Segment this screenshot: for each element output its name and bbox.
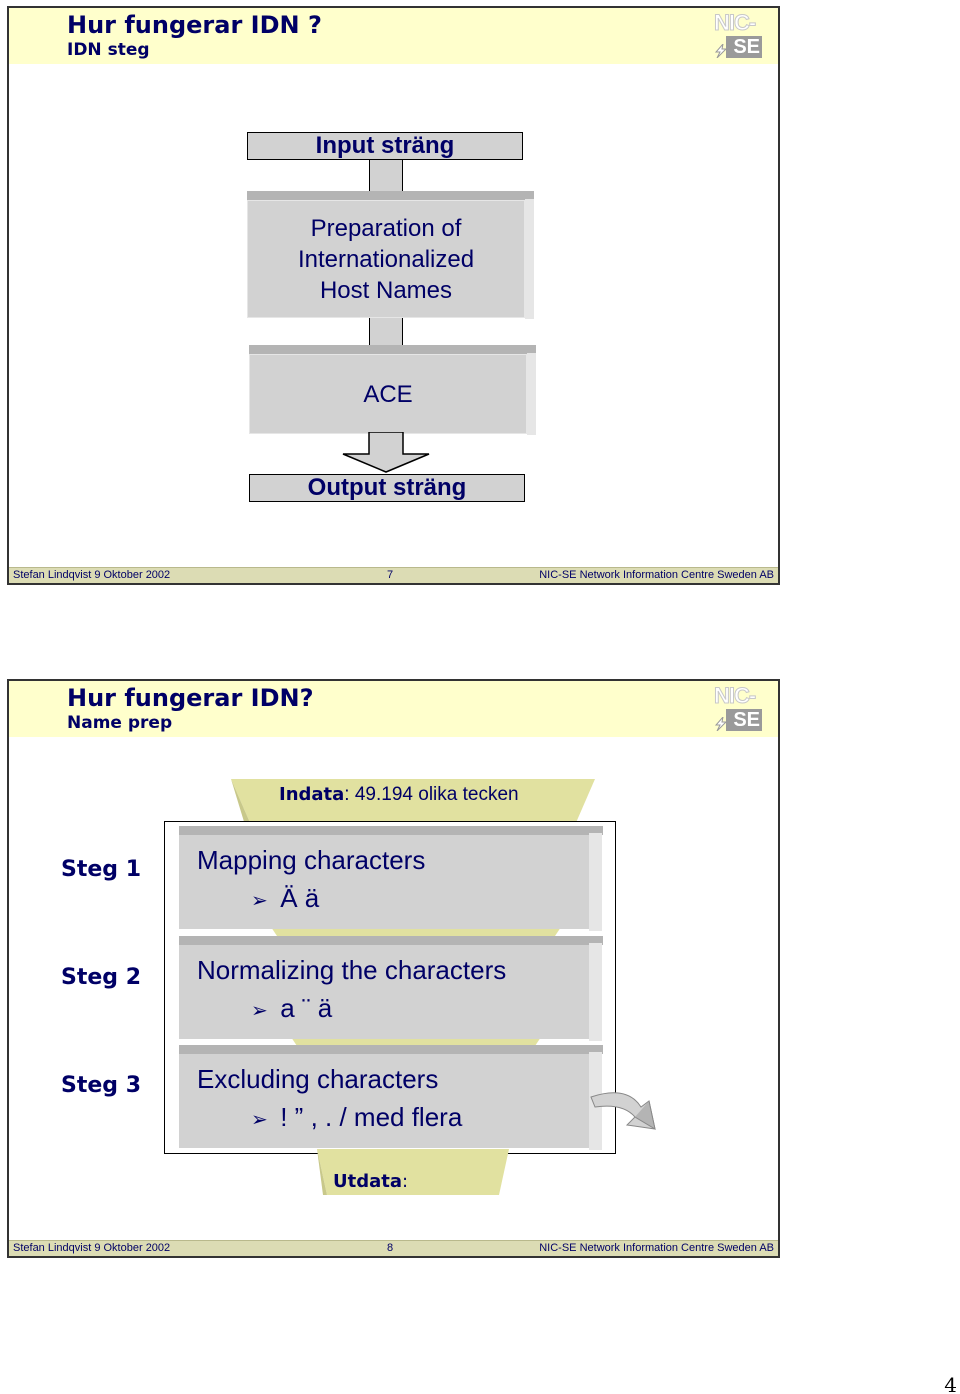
bevel xyxy=(247,191,534,200)
bevel xyxy=(179,826,603,835)
step-label-3: Steg 3 xyxy=(61,1073,141,1098)
slide-subtitle: IDN steg xyxy=(67,40,150,60)
footer-author-date: Stefan Lindqvist 9 Oktober 2002 xyxy=(13,569,171,581)
slide-footer xyxy=(9,1240,778,1256)
preparation-box xyxy=(247,200,525,318)
indata-value: : 49.194 olika tecken xyxy=(344,784,519,805)
step-3-title: Excluding characters xyxy=(197,1064,439,1094)
nic-se-logo xyxy=(712,10,768,62)
bullet-chevron-icon: ➢ xyxy=(251,1107,268,1131)
step-1-title: Mapping characters xyxy=(197,845,426,875)
bevel xyxy=(527,353,536,435)
preparation-line-3: Host Names xyxy=(319,277,453,304)
footer-organization: NIC-SE Network Information Centre Sweden AB xyxy=(539,1242,774,1254)
ace-box xyxy=(249,354,527,434)
curved-arrow-icon xyxy=(587,1085,667,1141)
bevel xyxy=(249,345,536,354)
step-label-1: Steg 1 xyxy=(61,857,141,882)
down-arrow-icon xyxy=(339,432,433,474)
slide-subtitle: Name prep xyxy=(67,713,173,733)
page-number: 4 xyxy=(944,1373,957,1394)
step-1-bullet xyxy=(251,883,319,914)
logo-nic-text: NIC- xyxy=(714,683,756,708)
step-3-bullet-text: ! ” , . / med flera xyxy=(280,1102,463,1132)
lightning-icon xyxy=(714,717,728,731)
utdata-value: : xyxy=(402,1171,409,1192)
bevel xyxy=(179,936,603,945)
slide-header xyxy=(9,8,778,64)
logo-se-text: SE xyxy=(726,36,762,58)
ace-label: ACE xyxy=(363,381,413,408)
utdata-label: Utdata xyxy=(333,1171,403,1192)
slide-8 xyxy=(7,679,780,1258)
preparation-line-2: Internationalized xyxy=(297,246,475,273)
step-3-bullet xyxy=(251,1102,462,1133)
bevel xyxy=(589,833,602,931)
lightning-icon xyxy=(714,44,728,58)
bevel xyxy=(589,943,602,1041)
step-box-3 xyxy=(179,1054,589,1148)
footer-author-date: Stefan Lindqvist 9 Oktober 2002 xyxy=(13,1242,171,1254)
step-2-bullet xyxy=(251,993,332,1024)
slide-7 xyxy=(7,6,780,585)
output-string-box: Output sträng xyxy=(249,474,525,502)
footer-slide-number: 8 xyxy=(387,1242,394,1254)
bullet-chevron-icon: ➢ xyxy=(251,888,268,912)
preparation-line-1: Preparation of xyxy=(310,215,462,242)
step-1-bullet-text: Ä ä xyxy=(280,883,320,913)
nic-se-logo xyxy=(712,683,768,735)
footer-slide-number: 7 xyxy=(387,569,394,581)
step-label-2: Steg 2 xyxy=(61,965,141,990)
indata-text xyxy=(279,784,519,806)
input-string-box: Input sträng xyxy=(247,132,523,160)
step-box-2 xyxy=(179,945,589,1039)
utdata-text xyxy=(333,1171,408,1192)
bevel xyxy=(525,199,534,319)
bullet-chevron-icon: ➢ xyxy=(251,998,268,1022)
step-box-1 xyxy=(179,835,589,929)
slide-footer xyxy=(9,567,778,583)
step-2-title: Normalizing the characters xyxy=(197,955,507,985)
footer-organization: NIC-SE Network Information Centre Sweden AB xyxy=(539,569,774,581)
slide-title: Hur fungerar IDN ? xyxy=(67,11,322,39)
slide-header xyxy=(9,681,778,737)
logo-se-text: SE xyxy=(726,709,762,731)
slide-title: Hur fungerar IDN? xyxy=(67,684,314,712)
bevel xyxy=(179,1045,603,1054)
step-2-bullet-text: a ¨ ä xyxy=(280,993,333,1023)
indata-label: Indata xyxy=(279,784,345,805)
logo-nic-text: NIC- xyxy=(714,10,756,35)
